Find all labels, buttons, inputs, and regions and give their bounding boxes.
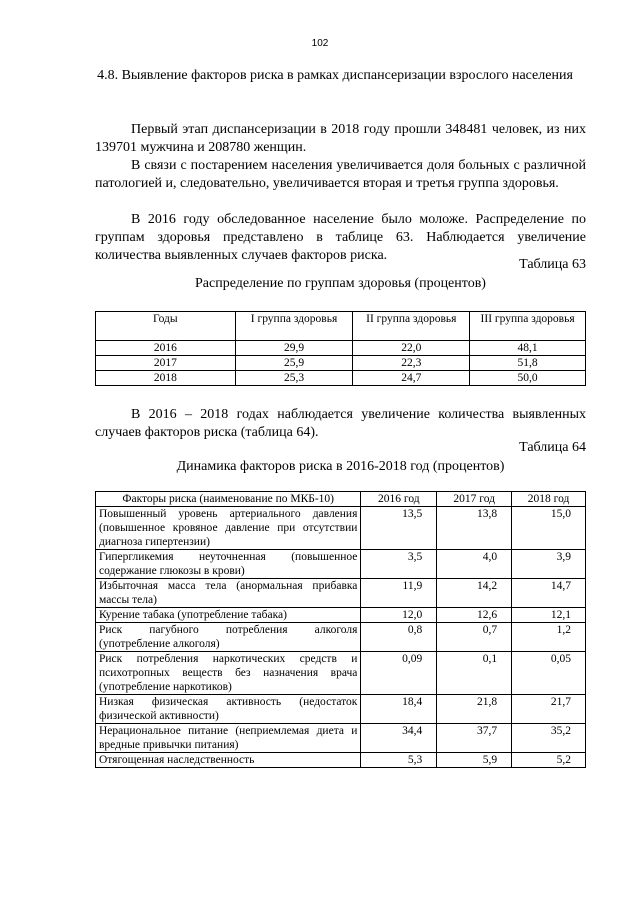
table-row	[96, 652, 586, 695]
table-cell: 51,8	[470, 356, 586, 371]
table-cell: 24,7	[353, 371, 470, 386]
table-cell: 0,1	[437, 652, 512, 695]
table-row	[96, 550, 586, 579]
table-row	[96, 608, 586, 623]
table-row	[96, 753, 586, 768]
header-cell: 2017 год	[437, 492, 512, 507]
table-cell: 21,7	[512, 695, 586, 724]
table-cell: 0,7	[437, 623, 512, 652]
table-cell: 34,4	[361, 724, 437, 753]
table-cell: 11,9	[361, 579, 437, 608]
table-cell: Низкая физическая активность (недостаток физической активности)	[96, 695, 361, 724]
paragraph-2: В связи с постарением населения увеличивается доля больных с различной патологией и, следовательно, увеличивается вторая и третья группа здоровья.	[95, 158, 586, 191]
table-cell: Нерациональное питание (неприемлемая диета и вредные привычки питания)	[96, 724, 361, 753]
health-groups-table	[95, 311, 586, 386]
table-cell: 14,7	[512, 579, 586, 608]
table-cell: 13,8	[437, 507, 512, 550]
header-cell: 2016 год	[361, 492, 437, 507]
table-row	[96, 507, 586, 550]
table-64-title: Динамика факторов риска в 2016-2018 год (процентов)	[176, 459, 505, 474]
table-cell: 0,09	[361, 652, 437, 695]
table-64-label: Таблица 64	[519, 440, 586, 455]
table-cell: Повышенный уровень артериального давления (повышенное кровяное давление при отсутствии диагноза гипертензии)	[96, 507, 361, 550]
table-cell: 15,0	[512, 507, 586, 550]
table-cell: 12,0	[361, 608, 437, 623]
table-cell: Гипергликемия неуточненная (повышенное содержание глюкозы в крови)	[96, 550, 361, 579]
table-header-row	[96, 312, 586, 341]
table-row	[96, 371, 586, 386]
table-cell: 5,9	[437, 753, 512, 768]
table-cell: 21,8	[437, 695, 512, 724]
table-cell: 3,5	[361, 550, 437, 579]
table-row	[96, 356, 586, 371]
header-cell: III группа здоровья	[470, 312, 586, 341]
table-cell: 2018	[96, 371, 236, 386]
table-63-title: Распределение по группам здоровья (процентов)	[195, 276, 486, 291]
table-cell: Риск пагубного потребления алкоголя (употребление алкоголя)	[96, 623, 361, 652]
header-cell: 2018 год	[512, 492, 586, 507]
table-cell: 5,3	[361, 753, 437, 768]
risk-factors-table	[95, 491, 586, 768]
table-row	[96, 579, 586, 608]
table-cell: 29,9	[235, 341, 353, 356]
table-cell: 13,5	[361, 507, 437, 550]
table-cell: Курение табака (употребление табака)	[96, 608, 361, 623]
table-cell: 18,4	[361, 695, 437, 724]
table-cell: 12,6	[437, 608, 512, 623]
table-cell: 25,3	[235, 371, 353, 386]
section-heading: 4.8. Выявление факторов риска в рамках диспансеризации взрослого населения	[97, 68, 573, 83]
page-number: 102	[311, 38, 329, 49]
paragraph-4: В 2016 – 2018 годах наблюдается увеличение количества выявленных случаев факторов риска (таблица 64).	[95, 407, 586, 440]
table-cell: 1,2	[512, 623, 586, 652]
table-cell: 50,0	[470, 371, 586, 386]
table-cell: 12,1	[512, 608, 586, 623]
table-cell: 22,0	[353, 341, 470, 356]
table-cell: Риск потребления наркотических средств и психотропных веществ без назначения врача (употребление наркотиков)	[96, 652, 361, 695]
header-cell: II группа здоровья	[353, 312, 470, 341]
header-cell: Факторы риска (наименование по МКБ-10)	[96, 492, 361, 507]
header-cell: I группа здоровья	[235, 312, 353, 341]
table-cell: 22,3	[353, 356, 470, 371]
table-cell: 35,2	[512, 724, 586, 753]
table-cell: 0,05	[512, 652, 586, 695]
table-63-label: Таблица 63	[519, 257, 586, 272]
table-row	[96, 724, 586, 753]
table-row	[96, 695, 586, 724]
table-cell: 5,2	[512, 753, 586, 768]
table-cell: Избыточная масса тела (анормальная прибавка массы тела)	[96, 579, 361, 608]
table-cell: 3,9	[512, 550, 586, 579]
table-cell: 37,7	[437, 724, 512, 753]
table-cell: 2016	[96, 341, 236, 356]
paragraph-1: Первый этап диспансеризации в 2018 году прошли 348481 человек, из них 139701 мужчина и 208780 женщин.	[95, 122, 586, 155]
paragraph-3: В 2016 году обследованное население было моложе. Распределение по группам здоровья представлено в таблице 63. Наблюдается увеличение количества выявленных случаев факторов риска.	[95, 212, 586, 263]
table-header-row	[96, 492, 586, 507]
table-row	[96, 623, 586, 652]
header-cell: Годы	[96, 312, 236, 341]
table-cell: 0,8	[361, 623, 437, 652]
table-cell: Отягощенная наследственность	[96, 753, 361, 768]
table-cell: 48,1	[470, 341, 586, 356]
table-row	[96, 341, 586, 356]
table-cell: 14,2	[437, 579, 512, 608]
table-cell: 2017	[96, 356, 236, 371]
table-cell: 25,9	[235, 356, 353, 371]
table-cell: 4,0	[437, 550, 512, 579]
